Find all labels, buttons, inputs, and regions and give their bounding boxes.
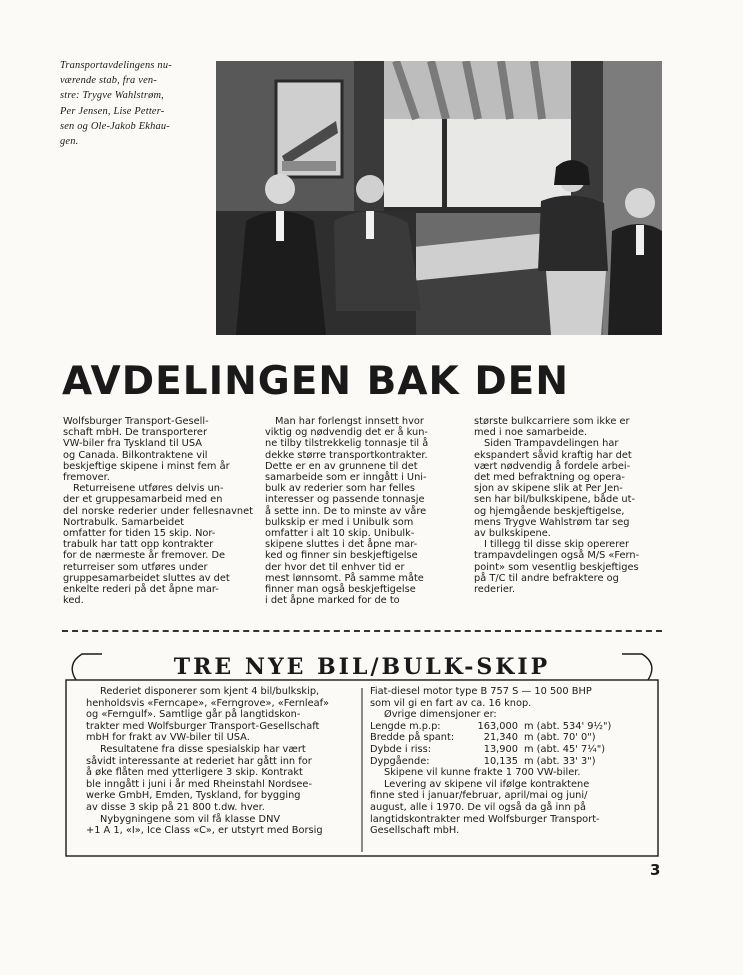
box-paragraph: Fiat-diesel motor type B 757 S — 10 500 BHP som vil gi en fart av ca. 16 knop. <box>370 686 592 709</box>
dims-label: Dypgående: <box>370 755 430 767</box>
box-paragraph: Skipene vil kunne frakte 1 700 VW-biler. <box>384 767 581 779</box>
section-divider <box>62 630 662 632</box>
dims-row <box>370 756 654 768</box>
article-paragraph: Wolfsburger Transport-Gesell- schaft mbH. De transporterer VW-biler fra Tyskland til USA og Canada. Bilkontraktene vil beskjeftige skipene i minst fem år fremover. <box>63 416 230 484</box>
box-paragraph: Resultatene fra disse spesialskip har vært såvidt interessante at rederiet har gått inn for å øke flåten med ytterligere 3 skip. Kontrakt ble inngått i juni i år med Rheinstahl Nordsee- werke GmbH, Emden, Tyskland, for bygging av disse 3 skip på 21 800 t.dw. hver. <box>86 743 312 813</box>
staff-photo <box>216 61 662 335</box>
article-column-3 <box>474 416 664 595</box>
dims-unit: m (abt. 70' 0") <box>524 732 596 744</box>
article-headline: AVDELINGEN BAK DEN <box>62 359 569 404</box>
dims-value: 21,340 <box>483 732 518 744</box>
dims-value: 163,000 <box>477 720 518 732</box>
dims-label: Dybde i riss: <box>370 743 432 755</box>
page-number: 3 <box>650 861 661 879</box>
article-paragraph: I tillegg til disse skip opererer trampavdelingen også M/S «Fern- point» som vesentlig beskjeftiges på T/C til andre befraktere og rederier. <box>474 539 640 596</box>
photo-caption <box>60 58 206 149</box>
dims-unit: m (abt. 33' 3") <box>524 755 596 767</box>
box-right-column <box>370 686 654 837</box>
dims-value: 10,135 <box>483 755 518 767</box>
article-paragraph: Returreisene utføres delvis un- der et gruppesamarbeid med en del norske rederier under fellesnavnet Nortrabulk. Samarbeidet omfatter for tiden 15 skip. Nor- trabulk har tatt opp kontrakter for de nærmeste år fremover. De returreiser som utføres under gruppesamarbeidet sluttes av det enkelte rederi på det åpne mar- ked. <box>63 483 253 607</box>
dims-unit: m (abt. 534' 9½") <box>524 720 612 732</box>
dims-row <box>370 721 654 733</box>
article-column-2 <box>265 416 455 606</box>
dims-unit: m (abt. 45' 7¼") <box>524 743 606 755</box>
box-paragraph: Rederiet disponerer som kjent 4 bil/bulkskip, henholdsvis «Ferncape», «Ferngrove», «Fernleaf» og «Ferngulf». Samtlige går på langtidskon- trakter med Wolfsburger Transport-Gesellschaft mbH for frakt av VW-biler til USA. <box>86 686 329 744</box>
article-paragraph: Man har forlengst innsett hvor viktig og nødvendig det er å kun- ne tilby tilstrekkelig tonnasje til å dekke større transportkontrakter. Dette er en av grunnene til det samarbeide som er inngått i Uni- bulk av rederier som har felles interesser og passende tonnasje å sette inn. De to minste av våre bulkskip er med i Unibulk som omfatter i alt 10 skip. Unibulk- skipene sluttes i det åpne mar- ked og finner sin beskjeftigelse der hvor det til enhver tid er mest lønnsomt. På samme måte finner man også beskjeftigelse i det åpne marked for de to <box>265 416 429 607</box>
article-paragraph: største bulkcarriere som ikke er med i noe samarbeide. <box>474 416 630 439</box>
dims-heading: Øvrige dimensjoner er: <box>384 709 497 721</box>
dims-label: Lengde m.p.p: <box>370 720 441 732</box>
dims-label: Bredde på spant: <box>370 732 455 744</box>
box-paragraph: Nybygningene som vil få klasse DNV +1 A 1, «I», Ice Class «C», er utstyrt med Borsig <box>86 813 323 837</box>
photo-caption-text: Transportavdelingens nu- værende stab, fra ven- stre: Trygve Wahlstrøm, Per Jensen, Lise Petter- sen og Ole-Jakob Ekhau- gen. <box>60 60 172 148</box>
article-column-1 <box>63 416 253 606</box>
staff-photo-image <box>216 61 662 335</box>
article-paragraph: Siden Trampavdelingen har ekspandert såvid kraftig har det vært nødvendig å fordele arbei- det med befraktning og opera- sjon av skipene slik at Per Jen- sen har bil/bulkskipene, både ut- og hjemgående beskjeftigelse, mens Trygve Wahlstrøm tar seg av bulkskipene. <box>474 438 635 540</box>
dims-row <box>370 744 654 756</box>
dims-row <box>370 732 654 744</box>
dims-value: 13,900 <box>483 743 518 755</box>
box-paragraph: Levering av skipene vil ifølge kontraktene finne sted i januar/februar, april/mai og juni/ august, alle i 1970. De vil også da gå inn på langtidskontrakter med Wolfsburger Transport- Gesellschaft mbH. <box>370 778 600 837</box>
dims-table <box>370 721 654 767</box>
ships-box <box>62 650 662 860</box>
box-title: TRE NYE BIL/BULK-SKIP <box>173 654 551 680</box>
box-left-column <box>86 686 358 837</box>
